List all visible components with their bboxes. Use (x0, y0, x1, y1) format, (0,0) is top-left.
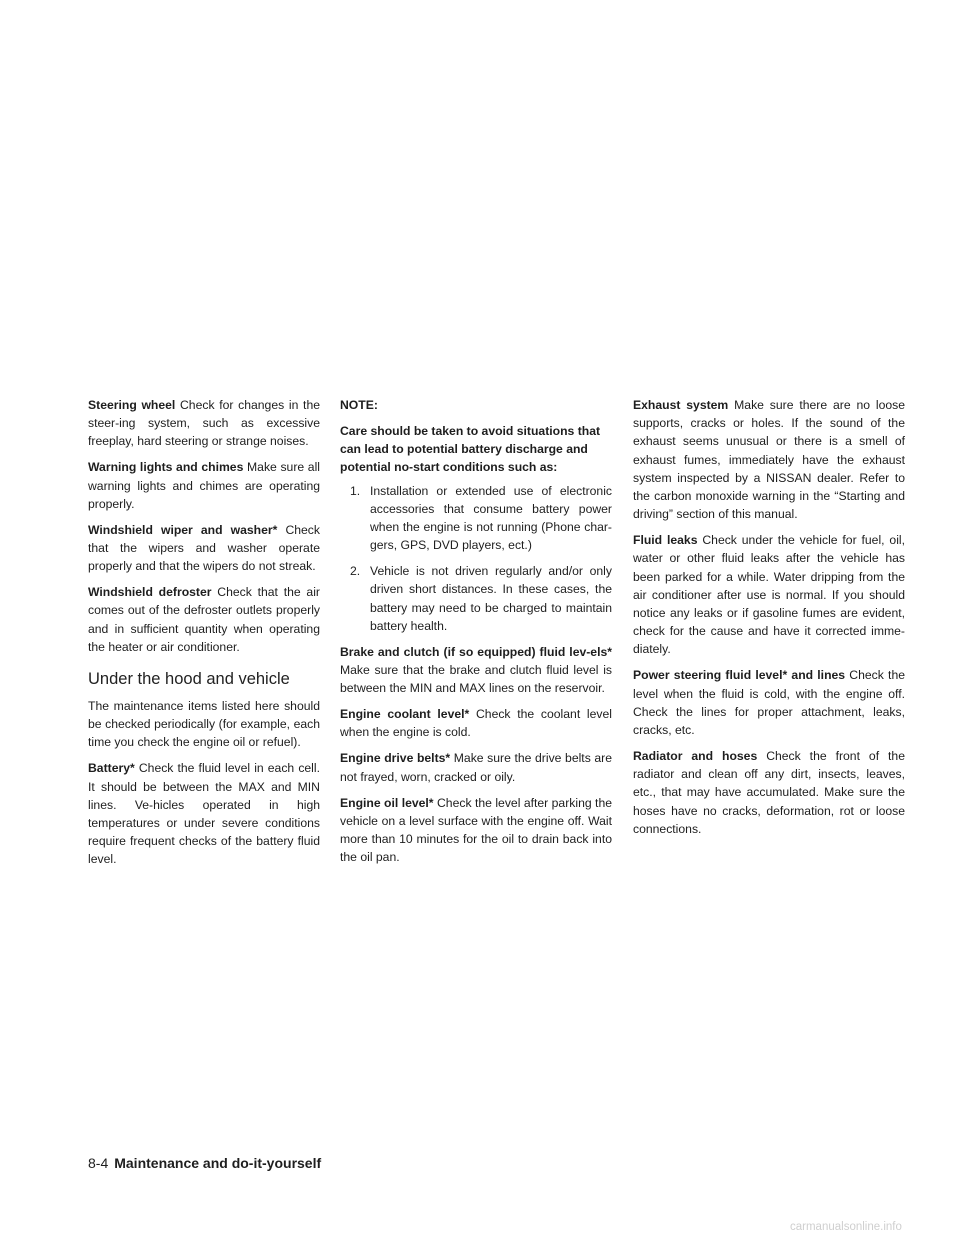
body-text: Check the level after parking the vehicle on a level surface with the engine off. Wait more than 10 minutes for the oil to drain back into the oil pan. (340, 795, 612, 865)
body-text: Make sure there are no loose supports, cracks or holes. If the sound of the exhaust seems unusual or there is a smell of exhaust fumes, immediately have the exhaust system inspected by a NISSAN dealer. Refer to the carbon monoxide warning in the “Starting and driving” section of this manual. (633, 398, 905, 522)
term: Engine oil level* (340, 795, 434, 810)
note-label: NOTE: (340, 398, 378, 412)
section-heading: Under the hood and vehicle (88, 670, 290, 689)
body-text: Check the front of the radiator and clean off any dirt, insects, leaves, etc., that may have accumulated. Make sure the hoses have no cracks, deformation, rot or loose connections. (633, 749, 905, 836)
term: Windshield wiper and washer* (88, 522, 278, 537)
paragraph-brake-fluid (340, 643, 612, 698)
term: Engine drive belts* (340, 751, 451, 766)
paragraph-wiper-washer (88, 521, 320, 576)
term: Windshield defroster (88, 585, 212, 600)
paragraph-coolant (340, 705, 612, 741)
section-intro: The maintenance items listed here should be checked periodically (for example, each time you check the engine oil or refuel). (88, 699, 320, 750)
body-text: Check for changes in the steer-ing system, such as excessive freeplay, hard steering or strange noises. (88, 398, 320, 449)
body-text: Make sure that the brake and clutch fluid level is between the MIN and MAX lines on the reservoir. (340, 663, 612, 696)
term: Fluid leaks (633, 533, 698, 548)
note-lead: Care should be taken to avoid situations that can lead to potential battery discharge and potential no-start conditions such as: (340, 424, 601, 475)
list-text: Vehicle is not driven regularly and/or only driven short distances. In these cases, the battery may need to be charged to maintain battery health. (370, 564, 612, 633)
paragraph-drive-belts (340, 749, 612, 785)
body-text: Check the coolant level when the engine is cold. (340, 707, 612, 740)
paragraph-exhaust (633, 396, 905, 523)
term: Warning lights and chimes (88, 460, 244, 475)
paragraph-defroster (88, 583, 320, 656)
term: Radiator and hoses (633, 749, 758, 764)
body-text: Check that the air comes out of the defroster outlets properly and in sufficient quantity when operating the heater or air conditioner. (88, 585, 320, 654)
list-number: 1. (350, 483, 361, 498)
paragraph-power-steering (633, 666, 905, 739)
body-text: Check the fluid level in each cell. It should be between the MAX and MIN lines. Ve-hicles operated in high temperatures or under severe conditions require frequent checks of the battery fluid level. (88, 761, 320, 867)
body-text: Make sure all warning lights and chimes are operating properly. (88, 460, 320, 511)
term: Power steering fluid level* and lines (633, 668, 846, 683)
list-item (340, 562, 612, 635)
paragraph-steering-wheel (88, 396, 320, 451)
paragraph-oil-level (340, 794, 612, 867)
column-2 (340, 396, 612, 874)
column-3 (633, 396, 905, 846)
paragraph-fluid-leaks (633, 531, 905, 658)
page-number: 8-4 (88, 1155, 109, 1171)
chapter-title: Maintenance and do-it-yourself (114, 1155, 322, 1171)
body-text: Check the level when the fluid is cold, with the engine off. Check the lines for proper attachment, leaks, cracks, etc. (633, 668, 905, 738)
paragraph-radiator (633, 747, 905, 838)
list-number: 2. (350, 564, 361, 579)
watermark: carmanualsonline.info (790, 1221, 902, 1233)
term: Brake and clutch (if so equipped) fluid lev-els* (340, 644, 612, 659)
page-footer (88, 1154, 321, 1172)
term: Steering wheel (88, 398, 176, 412)
note-list (340, 482, 612, 635)
list-text: Installation or extended use of electronic accessories that consume battery power when the engine is not running (Phone char-gers, GPS, DVD players, ect.) (370, 483, 612, 553)
list-item (340, 482, 612, 555)
term: Battery* (88, 761, 135, 776)
body-text: Check under the vehicle for fuel, oil, water or other fluid leaks after the vehicle has been parked for a while. Water dripping from the air conditioner after use is normal. If you should notice any leaks or if gasoline fumes are evident, check for the cause and have it corrected imme-diately. (633, 533, 905, 657)
body-text: Check that the wipers and washer operate properly and that the wipers do not streak. (88, 522, 320, 574)
term: Exhaust system (633, 398, 729, 412)
term: Engine coolant level* (340, 707, 470, 722)
paragraph-battery (88, 759, 320, 868)
column-1 (88, 396, 320, 876)
paragraph-warning-lights (88, 458, 320, 513)
body-text: Make sure the drive belts are not frayed, worn, cracked or oily. (340, 751, 612, 784)
